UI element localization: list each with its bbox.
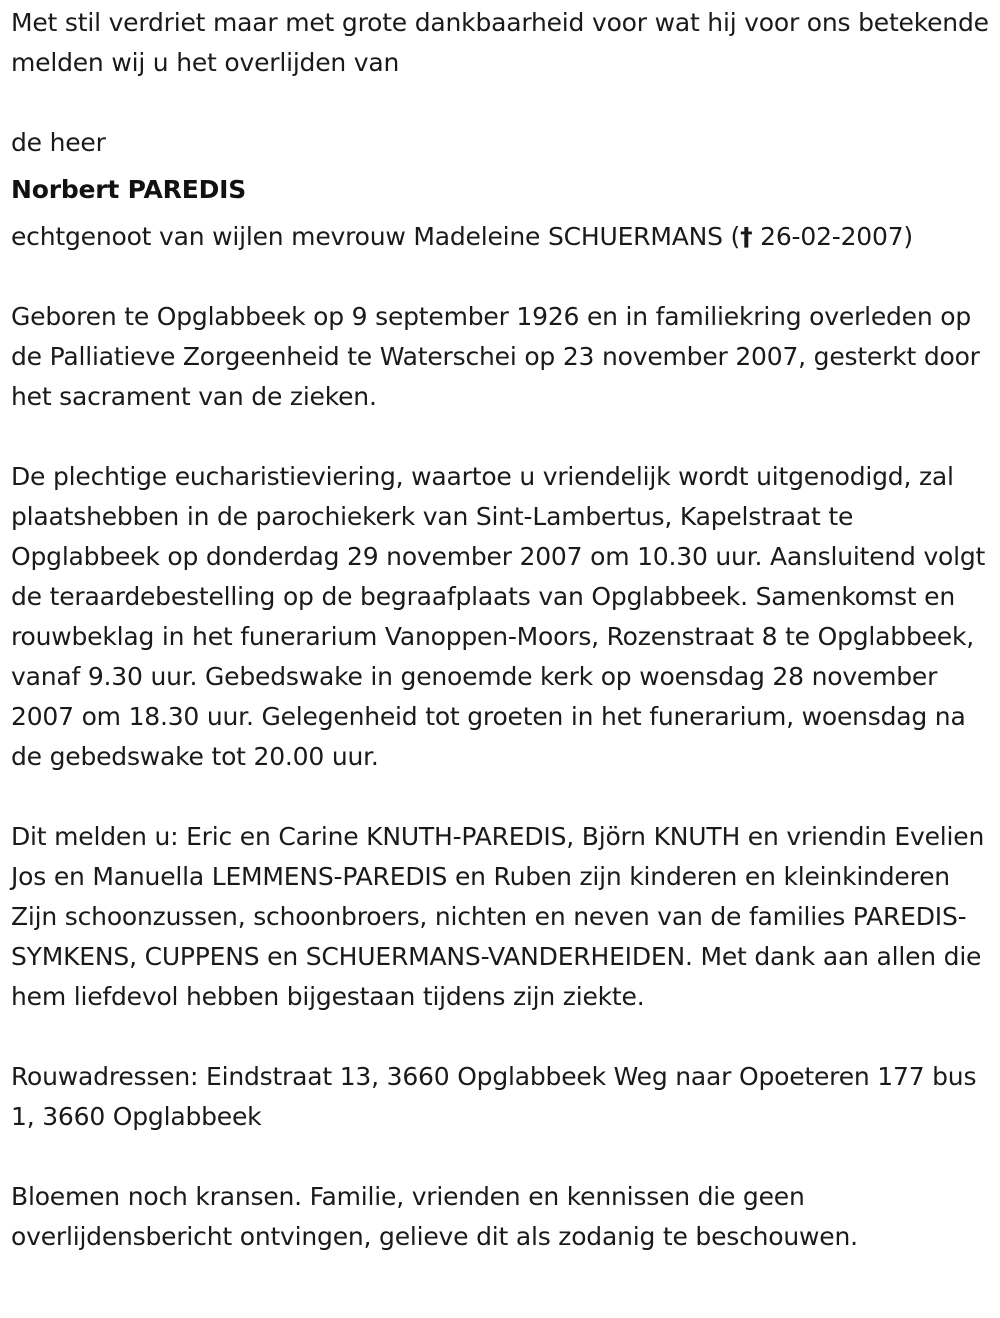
intro-paragraph: Met stil verdriet maar met grote dankbaarheid voor wat hij voor ons betekende melden wij u het overlijden van bbox=[11, 8, 989, 77]
deceased-name: Norbert PAREDIS bbox=[11, 175, 247, 204]
spouse-text: echtgenoot van wijlen mevrouw Madeleine SCHUERMANS ( bbox=[11, 222, 741, 251]
spacer bbox=[11, 257, 989, 297]
spacer bbox=[11, 417, 989, 457]
spouse-death-date: 26-02-2007) bbox=[752, 222, 913, 251]
salutation: de heer bbox=[11, 128, 106, 157]
cross-icon: † bbox=[740, 222, 753, 251]
ceremony-paragraph: De plechtige eucharistieviering, waartoe u vriendelijk wordt uitgenodigd, zal plaatshebben in de parochiekerk van Sint-Lambertus, Kapelstraat te Opglabbeek op donderdag 29 november 2007 om 10.30 uur. Aansluitend volgt de teraardebestelling op de begraafplaats van Opglabbeek. Samenkomst en rouwbeklag in het funerarium Vanoppen-Moors, Rozenstraat 8 te Opglabbeek, vanaf 9.30 uur. Gebedswake in genoemde kerk op woensdag 28 november 2007 om 18.30 uur. Gelegenheid tot groeten in het funerarium, woensdag na de gebedswake tot 20.00 uur. bbox=[11, 462, 986, 771]
spacer bbox=[11, 777, 989, 817]
spouse-line bbox=[11, 217, 989, 257]
spacer bbox=[11, 1137, 989, 1177]
spacer bbox=[11, 83, 989, 123]
obituary-document bbox=[11, 3, 989, 1257]
flowers-paragraph: Bloemen noch kransen. Familie, vrienden en kennissen die geen overlijdensbericht ontvingen, gelieve dit als zodanig te beschouwen. bbox=[11, 1182, 858, 1251]
spacer bbox=[11, 1017, 989, 1057]
birth-death-paragraph: Geboren te Opglabbeek op 9 september 1926 en in familiekring overleden op de Palliatieve Zorgeenheid te Waterschei op 23 november 2007, gesterkt door het sacrament van de zieken. bbox=[11, 302, 980, 411]
addresses-paragraph: Rouwadressen: Eindstraat 13, 3660 Opglabbeek Weg naar Opoeteren 177 bus 1, 3660 Opglabbeek bbox=[11, 1062, 977, 1131]
family-paragraph: Dit melden u: Eric en Carine KNUTH-PAREDIS, Björn KNUTH en vriendin Evelien Jos en Manuella LEMMENS-PAREDIS en Ruben zijn kinderen en kleinkinderen Zijn schoonzussen, schoonbroers, nichten en neven van de families PAREDIS-SYMKENS, CUPPENS en SCHUERMANS-VANDERHEIDEN. Met dank aan allen die hem liefdevol hebben bijgestaan tijdens zijn ziekte. bbox=[11, 822, 985, 1011]
